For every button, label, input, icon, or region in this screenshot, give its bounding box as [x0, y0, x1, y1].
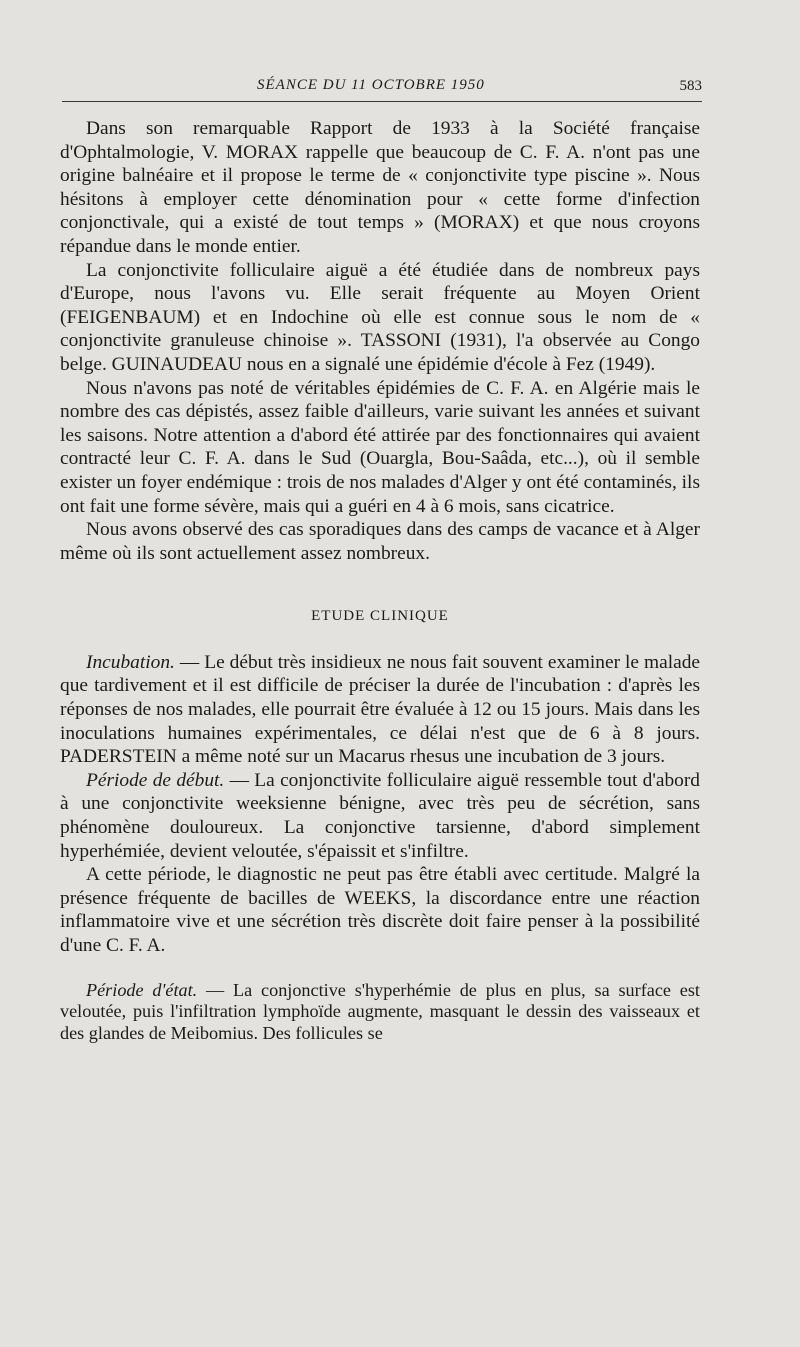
paragraph-text: A cette période, le diagnostic ne peut pas être établi avec certitude. Malgré la présence fréquente de bacilles de WEEKS, la discordance entre une réaction inflammatoire vive et une sécrétion très discrète doit faire penser à la possibilité d'une C. F. A. — [60, 864, 700, 956]
paragraph: Nous avons observé des cas sporadiques dans des camps de vacance et à Alger même où ils sont actuellement assez nombreux. — [60, 519, 700, 564]
running-head: SÉANCE DU 11 OCTOBRE 1950 — [257, 77, 485, 93]
paragraph: Dans son remarquable Rapport de 1933 à la Société française d'Ophtalmologie, V. MORAX rappelle que beaucoup de C. F. A. n'ont pas une origine balnéaire et il propose le terme de « conjonctivite type piscine ». Nous hésitons à employer cette dénomination pour « cette forme d'infection conjonctivale, qui a existé de tout temps » (MORAX) et que nous croyons répandue dans le monde entier. — [60, 118, 700, 257]
run-in-heading: Période d'état. — [86, 979, 198, 1000]
paragraph-text: — La conjonctivite folliculaire aiguë ressemble tout d'abord à une conjonctivite weeksienne bénigne, avec très peu de sécrétion, sans phénomène douloureux. La conjonctive tarsienne, d'abord simplement hyperhémiée, devient veloutée, s'épaissit et s'infiltre. — [60, 769, 700, 862]
body-text — [60, 117, 700, 1044]
paragraph — [60, 980, 700, 1045]
paragraph-text: — La conjonctive s'hyperhémie de plus en plus, sa surface est veloutée, puis l'infiltration lymphoïde augmente, masquant le dessin des vaisseaux et des glandes de Meibomius. Des follicules se — [60, 979, 700, 1043]
page-header — [62, 77, 702, 102]
paragraph: Nous n'avons pas noté de véritables épidémies de C. F. A. en Algérie mais le nombre des cas dépistés, assez faible d'ailleurs, varie suivant les années et suivant les saisons. Notre attention a d'abord été attirée par des fonctionnaires qui avaient contracté leur C. F. A. dans le Sud (Ouargla, Bou-Saâda, etc...), où il semble exister un foyer endémique : trois de nos malades d'Alger y ont été contaminés, ils ont fait une forme sévère, mais qui a guéri en 4 à 6 mois, sans cicatrice. — [60, 377, 700, 517]
paragraph: La conjonctivite folliculaire aiguë a été étudiée dans de nombreux pays d'Europe, nous l'avons vu. Elle serait fréquente au Moyen Orient (FEIGENBAUM) et en Indochine où elle est connue sous le nom de « conjonctivite granuleuse chinoise ». TASSONI (1931), l'a observée au Congo belge. GUINAUDEAU nous en a signalé une épidémie d'école à Fez (1949). — [60, 259, 700, 375]
paragraph — [60, 769, 700, 863]
run-in-heading: Incubation. — [86, 651, 175, 673]
run-in-heading: Période de début. — [86, 769, 225, 791]
paragraph-text: — Le début très insidieux ne nous fait souvent examiner le malade que tardivement et il est difficile de préciser la durée de l'incubation : d'après les réponses de nos malades, elle pourrait être évaluée à 12 ou 15 jours. Mais dans les inoculations humaines expérimentales, ce délai n'est que de 6 à 8 jours. PADERSTEIN a même noté sur un Macarus rhesus une incubation de 3 jours. — [60, 651, 700, 768]
page-number: 583 — [679, 78, 702, 94]
section-heading: ETUDE CLINIQUE — [311, 608, 449, 625]
paragraph — [60, 863, 700, 957]
paragraph — [60, 651, 700, 769]
